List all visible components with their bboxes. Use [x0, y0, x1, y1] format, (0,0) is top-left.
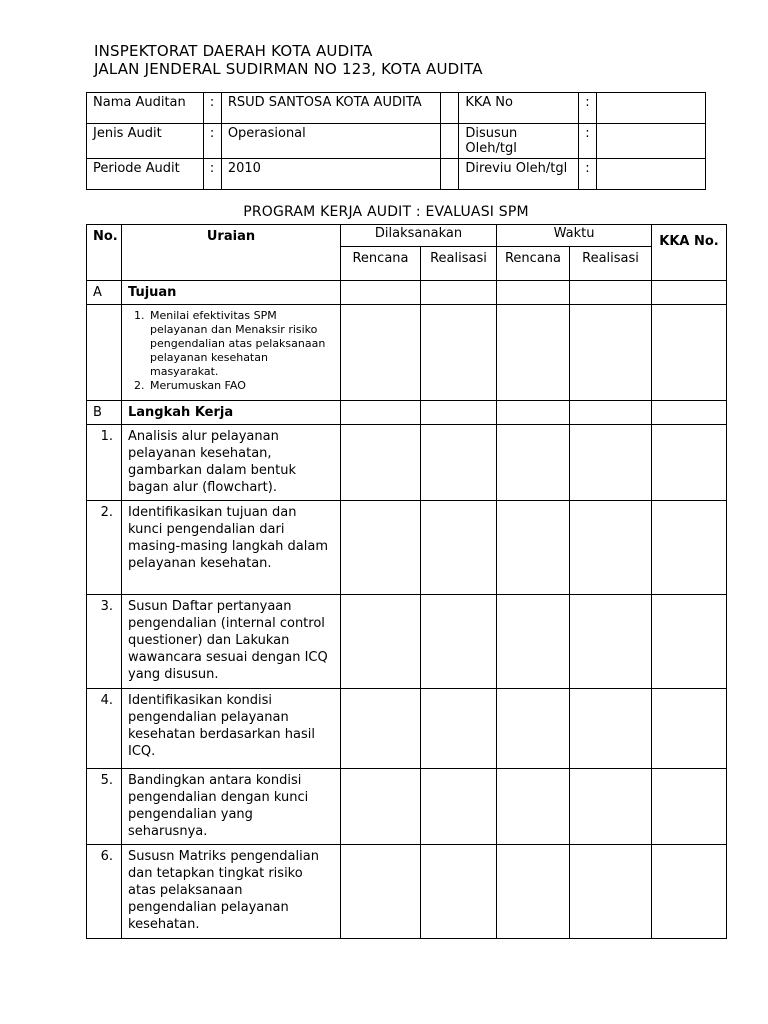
col-waktu-header: Waktu	[497, 225, 652, 247]
org-address: JALAN JENDERAL SUDIRMAN NO 123, KOTA AUDITA	[94, 60, 483, 78]
direviu-label: Direviu Oleh/tgl	[459, 159, 579, 190]
info-row	[87, 93, 706, 124]
periode-value: 2010	[221, 159, 441, 190]
program-table	[86, 224, 727, 939]
colon: :	[579, 159, 597, 190]
colon: :	[579, 124, 597, 159]
tujuan-list	[128, 309, 334, 393]
nama-auditan-label: Nama Auditan	[87, 93, 204, 124]
col-dilaksanakan-header: Dilaksanakan	[341, 225, 497, 247]
info-row	[87, 159, 706, 190]
spacer-cell	[441, 93, 459, 124]
tujuan-row	[87, 305, 727, 401]
col-realisasi-header: Realisasi	[421, 247, 497, 281]
section-b-title: Langkah Kerja	[122, 401, 341, 425]
col-rencana-header: Rencana	[497, 247, 570, 281]
table-row	[87, 769, 727, 845]
list-item: 2. Merumuskan FAO	[148, 379, 334, 393]
step-number: 6.	[87, 845, 122, 939]
table-row	[87, 595, 727, 689]
colon: :	[203, 93, 221, 124]
kka-no-value	[597, 93, 706, 124]
colon: :	[203, 124, 221, 159]
step-text: Sususn Matriks pengendalian dan tetapkan tingkat risiko atas pelaksanaan pengendalian pelayanan kesehatan.	[122, 845, 341, 939]
kka-no-label: KKA No	[459, 93, 579, 124]
col-no-header: No.	[87, 225, 122, 281]
disusun-label: Disusun Oleh/tgl	[459, 124, 579, 159]
jenis-audit-value: Operasional	[221, 124, 441, 159]
table-row	[87, 845, 727, 939]
section-b-letter: B	[87, 401, 122, 425]
step-number: 2.	[87, 501, 122, 595]
step-number: 3.	[87, 595, 122, 689]
col-realisasi-header: Realisasi	[570, 247, 652, 281]
table-row	[87, 425, 727, 501]
direviu-value	[597, 159, 706, 190]
spacer-cell	[441, 124, 459, 159]
periode-label: Periode Audit	[87, 159, 204, 190]
col-kka-header: KKA No.	[652, 225, 727, 281]
info-row	[87, 124, 706, 159]
list-item: 1. Menilai efektivitas SPM pelayanan dan Menaksir risiko pengendalian atas pelaksanaan pelayanan kesehatan masyarakat.	[148, 309, 334, 379]
table-header-row	[87, 225, 727, 247]
audit-info-table	[86, 92, 706, 190]
step-text: Analisis alur pelayanan pelayanan kesehatan, gambarkan dalam bentuk bagan alur (flowchart).	[122, 425, 341, 501]
step-number: 5.	[87, 769, 122, 845]
col-rencana-header: Rencana	[341, 247, 421, 281]
step-number: 4.	[87, 689, 122, 769]
section-b-row	[87, 401, 727, 425]
colon: :	[203, 159, 221, 190]
jenis-audit-label: Jenis Audit	[87, 124, 204, 159]
table-row	[87, 501, 727, 595]
section-a-title: Tujuan	[122, 281, 341, 305]
colon: :	[579, 93, 597, 124]
step-text: Bandingkan antara kondisi pengendalian dengan kunci pengendalian yang seharusnya.	[122, 769, 341, 845]
section-a-letter: A	[87, 281, 122, 305]
disusun-value	[597, 124, 706, 159]
step-text: Susun Daftar pertanyaan pengendalian (internal control questioner) dan Lakukan wawancara sesuai dengan ICQ yang disusun.	[122, 595, 341, 689]
program-title: PROGRAM KERJA AUDIT : EVALUASI SPM	[243, 204, 529, 220]
step-number: 1.	[87, 425, 122, 501]
table-row	[87, 689, 727, 769]
nama-auditan-value: RSUD SANTOSA KOTA AUDITA	[221, 93, 441, 124]
step-text: Identifikasikan tujuan dan kunci pengendalian dari masing-masing langkah dalam pelayanan kesehatan.	[122, 501, 341, 595]
section-a-row	[87, 281, 727, 305]
col-uraian-header: Uraian	[122, 225, 341, 281]
step-text: Identifikasikan kondisi pengendalian pelayanan kesehatan berdasarkan hasil ICQ.	[122, 689, 341, 769]
document-header	[94, 42, 483, 78]
org-name: INSPEKTORAT DAERAH KOTA AUDITA	[94, 42, 373, 60]
spacer-cell	[441, 159, 459, 190]
